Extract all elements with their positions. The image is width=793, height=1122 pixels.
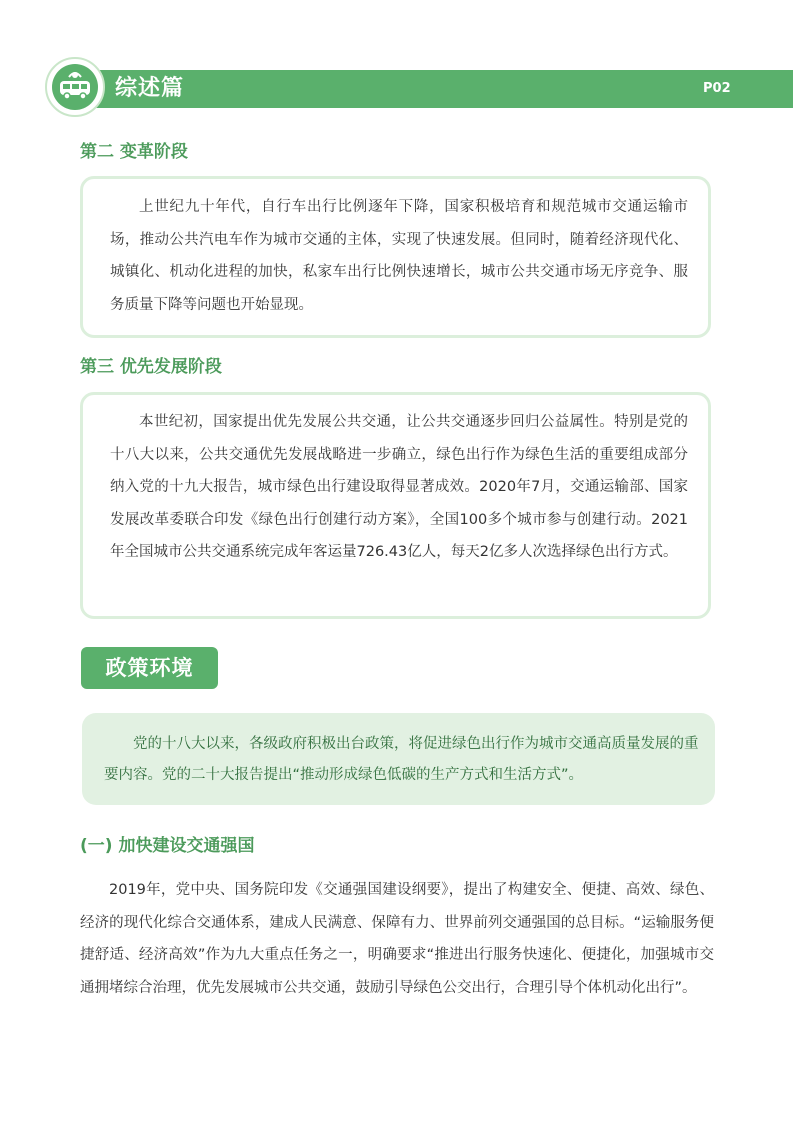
page-title: 综述篇: [115, 76, 185, 101]
stage3-paragraph: 本世纪初，国家提出优先发展公共交通，让公共交通逐步回归公益属性。特别是党的十八大以来，公共交通优先发展战略进一步确立，绿色出行作为绿色生活的重要组成部分纳入党的十九大报告，城市绿色出行建设取得显著成效。2020年7月，交通运输部、国家发展改革委联合印发《绿色出行创建行动方案》，全国100多个城市参与创建行动。2021年全国城市公共交通系统完成年客运量726.43亿人，每天2亿多人次选择绿色出行方式。: [110, 414, 688, 561]
bus-icon: [52, 64, 98, 110]
policy-tab: 政策环境: [81, 647, 218, 689]
stage2-heading: 第二 变革阶段: [80, 142, 188, 162]
policy-intro-text: 党的十八大以来，各级政府积极出台政策，将促进绿色出行作为城市交通高质量发展的重要内容。党的二十大报告提出“推动形成绿色低碳的生产方式和生活方式”。: [104, 736, 699, 783]
logo: [45, 57, 105, 117]
section1-paragraph: 2019年，党中央、国务院印发《交通强国建设纲要》，提出了构建安全、便捷、高效、绿色、经济的现代化综合交通体系，建成人民满意、保障有力、世界前列交通强国的总目标。“运输服务便捷舒适、经济高效”作为九大重点任务之一，明确要求“推进出行服务快速化、便捷化，加强城市交通拥堵综合治理，优先发展城市公共交通，鼓励引导绿色公交出行，合理引导个体机动化出行”。: [80, 882, 714, 996]
stage3-heading: 第三 优先发展阶段: [80, 357, 222, 377]
page-number: P02: [703, 81, 731, 96]
stage2-paragraph: 上世纪九十年代，自行车出行比例逐年下降，国家积极培育和规范城市交通运输市场，推动公共汽电车作为城市交通的主体，实现了快速发展。但同时，随着经济现代化、城镇化、机动化进程的加快，私家车出行比例快速增长，城市公共交通市场无序竞争、服务质量下降等问题也开始显现。: [110, 199, 688, 313]
section1-heading: (一) 加快建设交通强国: [80, 836, 255, 856]
